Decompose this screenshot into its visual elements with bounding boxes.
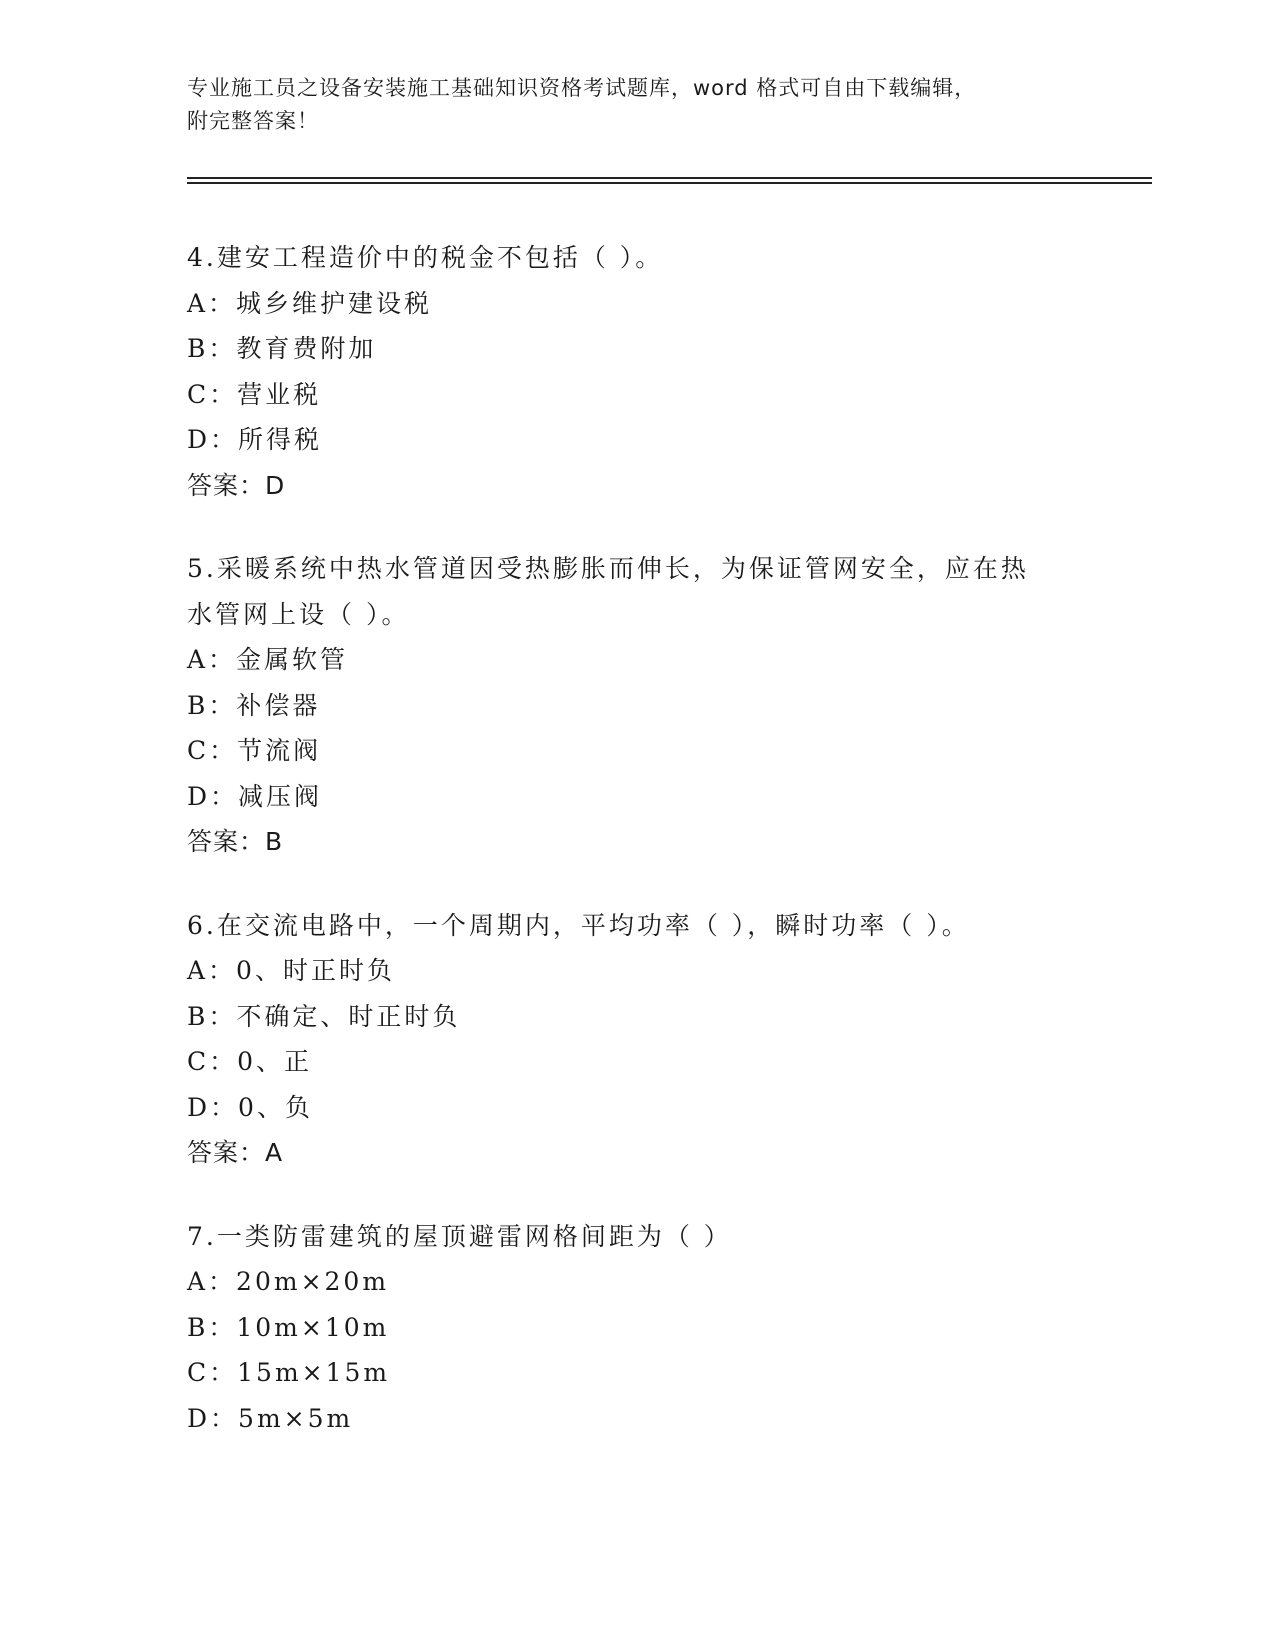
question-stem: 5.采暖系统中热水管道因受热膨胀而伸长，为保证管网安全，应在热: [187, 554, 1029, 583]
option-a: A：20m×20m: [187, 1267, 390, 1296]
option-b: B：10m×10m: [187, 1312, 390, 1342]
answer: 答案：A: [187, 1138, 284, 1167]
header-divider-top: [187, 177, 1152, 179]
option-a: A：金属软管: [187, 645, 349, 674]
question-stem: 6.在交流电路中，一个周期内，平均功率（ ），瞬时功率（ ）。: [187, 910, 970, 940]
option-c: C：营业税: [187, 379, 322, 409]
option-d: D：5m×5m: [187, 1403, 354, 1433]
question-stem: 4.建安工程造价中的税金不包括（ ）。: [187, 243, 664, 272]
question-list: [187, 235, 1087, 1479]
question-4: [187, 235, 1087, 508]
question-6: [187, 903, 1087, 1176]
header-line-2: 附完整答案！: [187, 109, 319, 133]
question-stem-continued: 水管网上设（ ）。: [187, 599, 410, 629]
answer: 答案：B: [187, 827, 284, 856]
option-b: B：补偿器: [187, 690, 321, 720]
option-d: D：0、负: [187, 1092, 313, 1122]
answer: 答案：D: [187, 470, 286, 500]
document-header: [187, 72, 1067, 138]
question-stem: 7.一类防雷建筑的屋顶避雷网格间距为（ ）: [187, 1221, 732, 1251]
question-5: [187, 546, 1087, 865]
option-c: C：节流阀: [187, 736, 322, 765]
option-b: B：不确定、时正时负: [187, 1001, 461, 1031]
option-a: A：0、时正时负: [187, 956, 395, 985]
header-line-1: 专业施工员之设备安装施工基础知识资格考试题库，word 格式可自由下载编辑，: [187, 76, 977, 100]
header-divider-bottom: [187, 182, 1152, 184]
option-d: D：减压阀: [187, 781, 323, 811]
option-b: B：教育费附加: [187, 334, 377, 363]
option-c: C：15m×15m: [187, 1358, 391, 1387]
option-a: A：城乡维护建设税: [187, 288, 433, 318]
question-7: [187, 1214, 1087, 1442]
option-d: D：所得税: [187, 425, 323, 454]
option-c: C：0、正: [187, 1047, 313, 1076]
